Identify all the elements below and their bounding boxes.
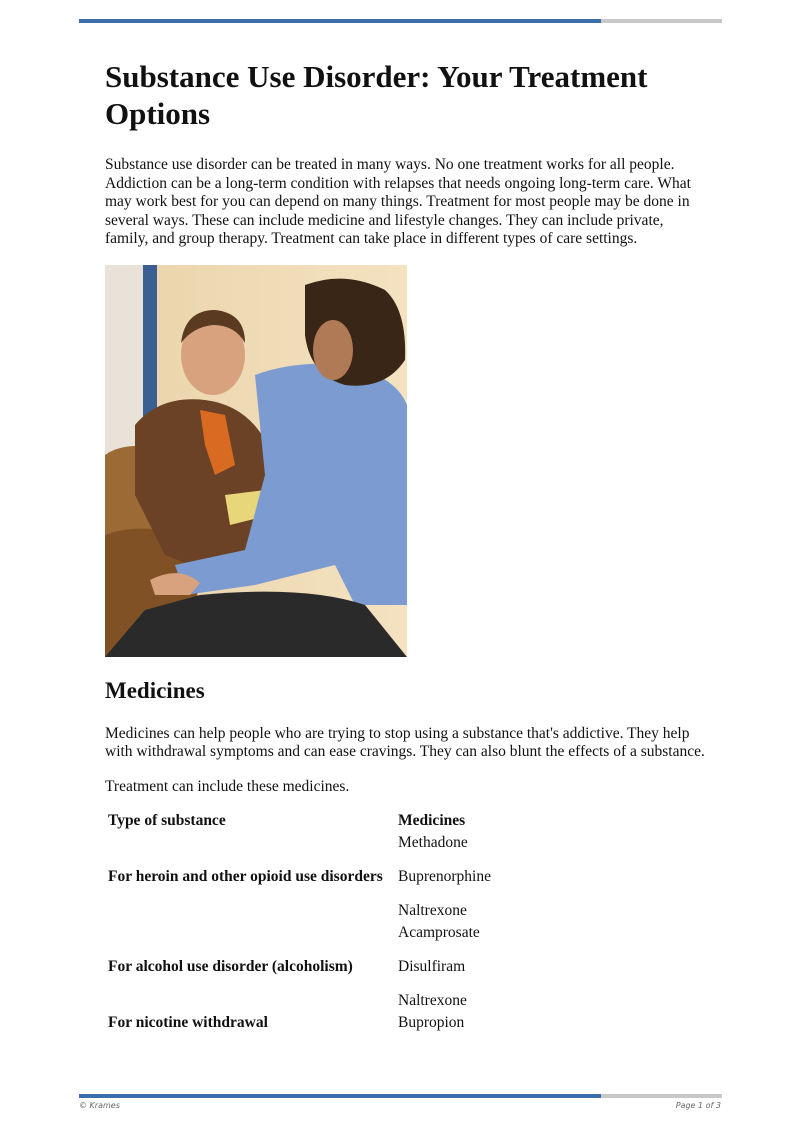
counseling-photo [105,265,407,657]
bottom-accent-bar [79,1094,722,1098]
top-accent-bar [79,19,722,23]
table-cell: Naltrexone [398,992,467,1009]
header-type: Type of substance [108,812,226,829]
table-cell: Methadone [398,834,468,851]
table-row [105,900,494,922]
accent-bar-blue [79,19,601,23]
table-header-row [105,810,494,832]
accent-bar-blue [79,1094,601,1098]
table-cell-type: For heroin and other opioid use disorders [108,868,383,885]
header-medicines: Medicines [398,812,466,829]
table-cell-type: For alcohol use disorder (alcoholism) [108,958,353,975]
medicines-table [105,810,494,1034]
footer-copyright: © Krames [79,1101,120,1110]
table-row [105,956,494,978]
medicines-paragraph: Medicines can help people who are trying to stop using a substance that's addictive. They help with withdrawal symptoms and can ease cravings. They can also blunt the effects of a substance. [105,724,705,760]
table-row [105,1012,494,1034]
medicines-heading: Medicines [105,677,205,703]
table-cell-type: For nicotine withdrawal [108,1014,268,1031]
footer-page-number: Page 1 of 3 [675,1101,721,1110]
table-cell: Acamprosate [398,924,480,941]
accent-bar-gray [601,19,722,23]
page-title: Substance Use Disorder: Your Treatment Options [105,59,648,131]
table-row [105,832,494,854]
table-row [105,922,494,944]
accent-bar-gray [601,1094,722,1098]
table-intro: Treatment can include these medicines. [105,777,350,795]
table-row [105,990,494,1012]
document-body [105,58,705,1034]
table-row [105,866,494,888]
table-cell: Bupropion [398,1014,465,1031]
table-cell: Buprenorphine [398,868,491,885]
intro-paragraph: Substance use disorder can be treated in many ways. No one treatment works for all people. Addiction can be a long-term condition with relapses that needs ongoing long-term care. What may work best for you can depend on many things. Treatment for most people may be done in several ways. These can include medicine and lifestyle changes. They can include private, family, and group therapy. Treatment can take place in different types of care settings. [105,156,691,247]
table-cell: Naltrexone [398,902,467,919]
table-cell: Disulfiram [398,958,466,975]
